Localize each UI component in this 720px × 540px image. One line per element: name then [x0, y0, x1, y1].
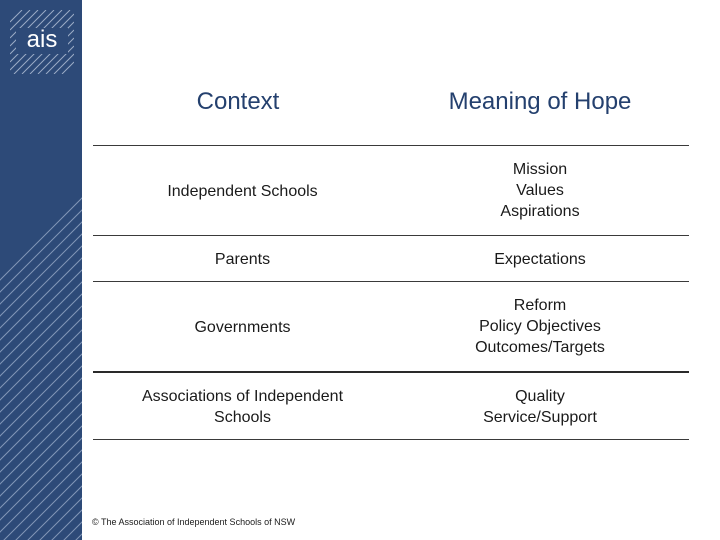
- table-row-meaning: Quality Service/Support: [483, 388, 597, 426]
- column-header-context: Context: [196, 88, 280, 115]
- table-row-meaning: Expectations: [494, 251, 586, 268]
- column-header-meaning-of-hope: Meaning of Hope: [448, 88, 632, 115]
- table-row-context: Parents: [214, 251, 271, 268]
- table-divider: [93, 145, 689, 146]
- table-row-context: Associations of Independent Schools: [141, 388, 344, 426]
- logo-text: ais: [26, 26, 58, 53]
- table-row-context: Independent Schools: [167, 183, 318, 200]
- ais-logo: [10, 10, 74, 74]
- table-row-meaning: Mission Values Aspirations: [500, 161, 580, 220]
- diagonal-hatch-pattern: [0, 0, 82, 540]
- table-divider: [93, 371, 689, 373]
- table-divider: [93, 235, 689, 236]
- copyright-footer: © The Association of Independent Schools of NSW: [92, 517, 296, 527]
- table-row-context: Governments: [194, 319, 291, 336]
- sidebar-band: [0, 0, 82, 540]
- table-row-meaning: Reform Policy Objectives Outcomes/Targets: [475, 297, 605, 356]
- table-divider: [93, 281, 689, 282]
- table-divider: [93, 439, 689, 440]
